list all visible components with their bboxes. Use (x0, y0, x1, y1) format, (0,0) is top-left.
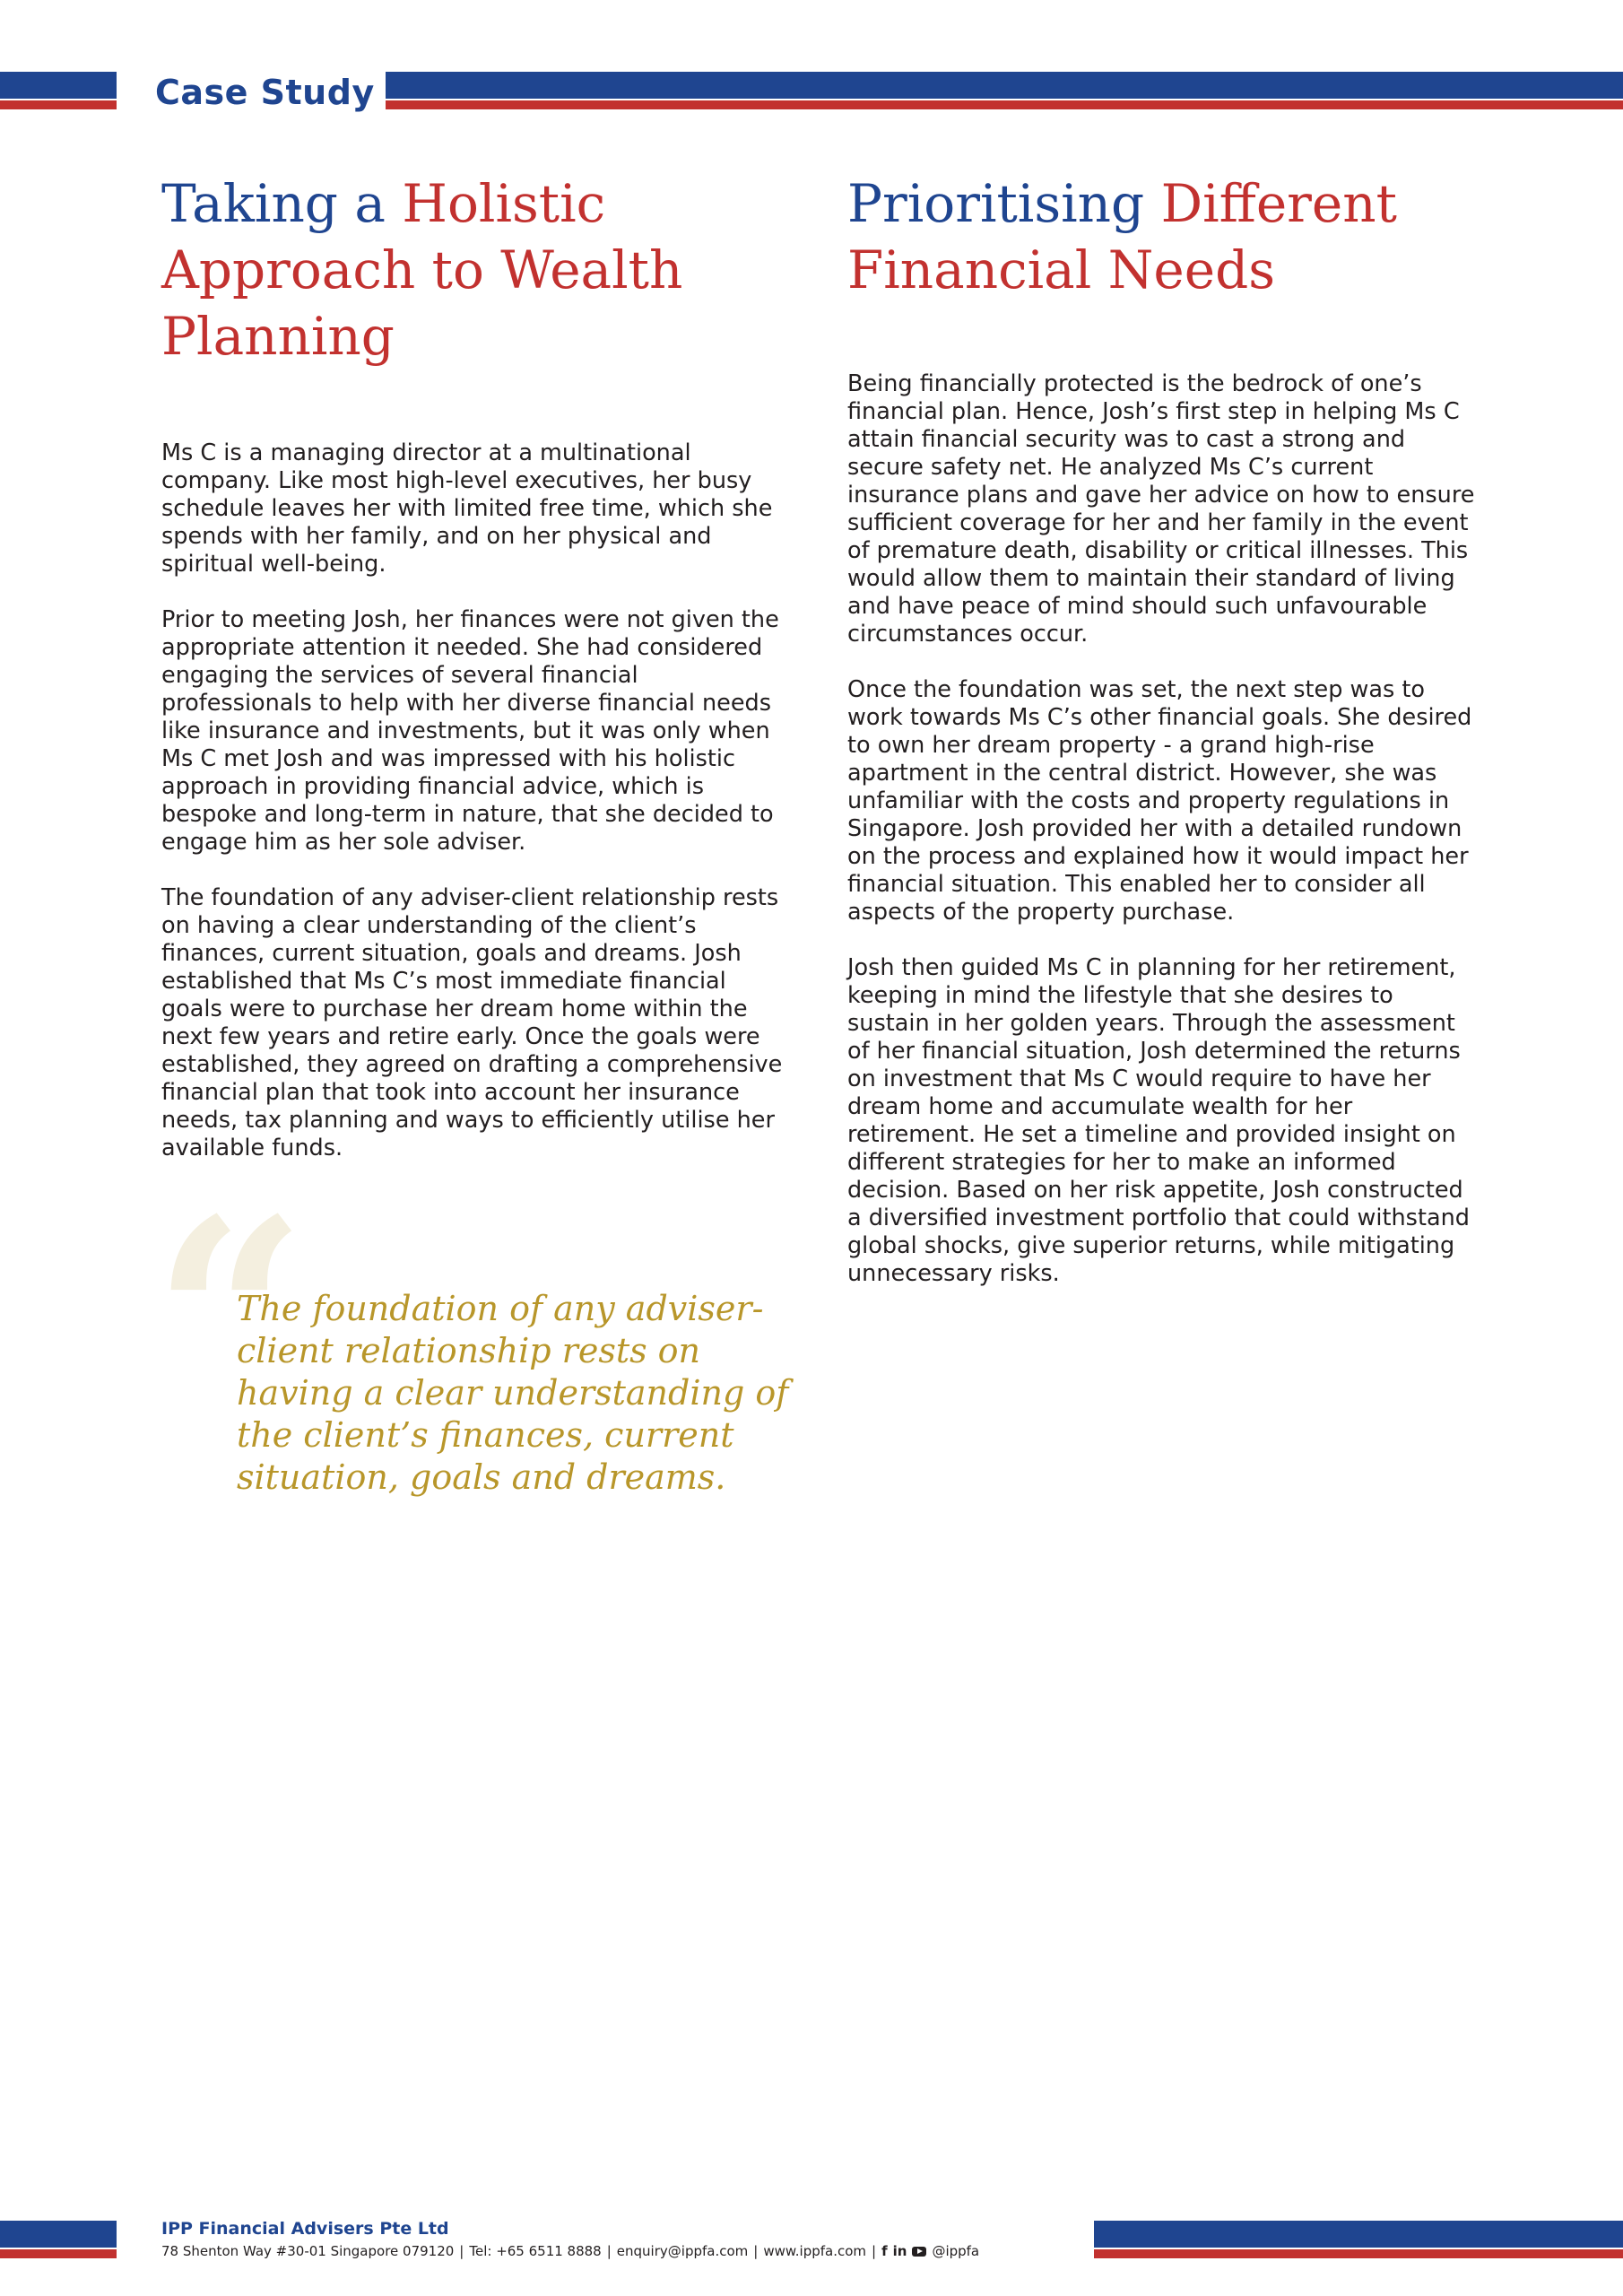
linkedin-icon[interactable]: in (892, 2243, 907, 2259)
footer-contact: 78 Shenton Way #30-01 Singapore 079120 | Tel: +65 6511 8888 | enquiry@ippfa.com | www.ippfa.com | f in @ippfa (161, 2243, 980, 2259)
footer-tel: Tel: +65 6511 8888 (469, 2243, 602, 2259)
pull-quote: The foundation of any adviser-client relationship rests on having a clear understanding of the client’s finances, current situation, goals and dreams. (237, 1289, 789, 1497)
right-heading (847, 170, 1493, 303)
right-heading-part2: Different Financial Needs (847, 173, 1397, 300)
paragraph: Being financially protected is the bedrock of one’s financial plan. Hence, Josh’s first step in helping Ms C attain financial security was to cast a strong and secure safety net. He analyzed Ms C’s current insurance plans and gave her advice on how to ensure sufficient coverage for her and her family in the event of premature death, disability or critical illnesses. This would allow them to maintain their standard of living and have peace of mind should such unfavourable circumstances occur. (847, 370, 1475, 648)
footer-website[interactable]: www.ippfa.com (763, 2243, 867, 2259)
left-column-body (161, 439, 789, 1190)
left-heading-part2: Holistic Approach to Wealth Planning (161, 173, 683, 367)
right-column-body (847, 370, 1475, 1316)
paragraph: The foundation of any adviser-client relationship rests on having a clear understanding of the client’s finances, current situation, goals and dreams. Josh established that Ms C’s most immediate financial goals were to purchase her dream home within the next few years and retire early. Once the goals were established, they agreed on drafting a comprehensive financial plan that took into account her insurance needs, tax planning and ways to efficiently utilise her available funds. (161, 884, 783, 1161)
section-label: Case Study (155, 73, 375, 112)
footer-bar-right (1094, 2221, 1623, 2258)
header-bar-left (0, 72, 117, 109)
paragraph: Once the foundation was set, the next step was to work towards Ms C’s other financial goals. She desired to own her dream property - a grand high-rise apartment in the central district. However, she was unfamiliar with the costs and property regulations in Singapore. Josh provided her with a detailed rundown on the process and explained how it would impact her financial situation. This enabled her to consider all aspects of the property purchase. (847, 676, 1472, 926)
youtube-icon[interactable] (912, 2247, 926, 2257)
footer-social-handle[interactable]: @ippfa (932, 2243, 980, 2259)
left-heading (161, 170, 807, 370)
footer-address: 78 Shenton Way #30-01 Singapore 079120 (161, 2243, 455, 2259)
quote-mark-icon: “ (152, 1160, 308, 1476)
footer-bar-left (0, 2221, 117, 2258)
paragraph: Ms C is a managing director at a multinational company. Like most high-level executives, her busy schedule leaves her with limited free time, which she spends with her family, and on her physical and spiritual well-being. (161, 439, 773, 578)
footer-email[interactable]: enquiry@ippfa.com (616, 2243, 749, 2259)
paragraph: Josh then guided Ms C in planning for her retirement, keeping in mind the lifestyle that she desires to sustain in her golden years. Through the assessment of her financial situation, Josh determined the returns on investment that Ms C would require to have her dream home and accumulate wealth for her retirement. He set a timeline and provided insight on different strategies for her to make an informed decision. Based on her risk appetite, Josh constructed a diversified investment portfolio that could withstand global shocks, give superior returns, while mitigating unnecessary risks. (847, 954, 1470, 1287)
paragraph: Prior to meeting Josh, her finances were not given the appropriate attention it needed. She had considered engaging the services of several financial professionals to help with her diverse financial needs like insurance and investments, but it was only when Ms C met Josh and was impressed with his holistic approach in providing financial advice, which is bespoke and long-term in nature, that she decided to engage him as her sole adviser. (161, 606, 779, 856)
right-heading-part1: Prioritising (847, 173, 1161, 234)
left-heading-part1: Taking a (161, 173, 403, 234)
footer-company: IPP Financial Advisers Pte Ltd (161, 2219, 449, 2239)
header-bar-right (386, 72, 1623, 109)
facebook-icon[interactable]: f (881, 2243, 888, 2259)
